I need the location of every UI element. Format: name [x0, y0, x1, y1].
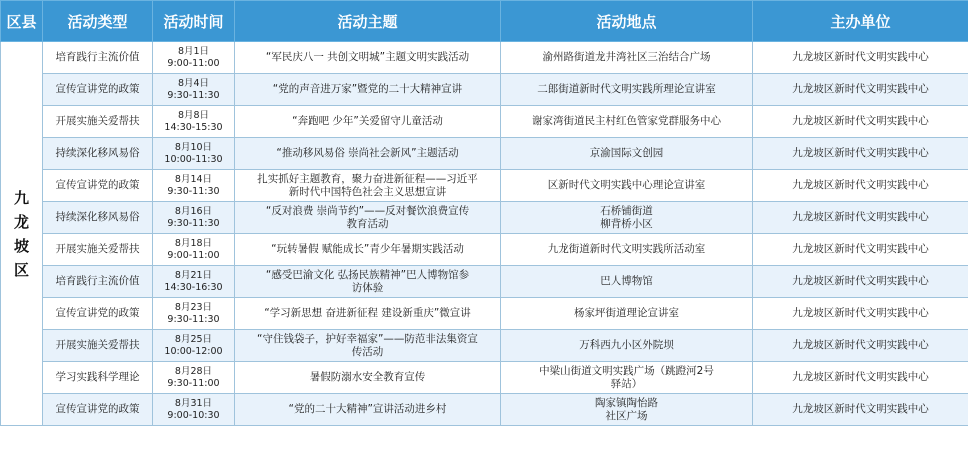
table-row — [1, 266, 968, 298]
activity-hours: 9:00-11:00 — [167, 57, 220, 69]
activity-date: 8月1日 — [177, 46, 210, 57]
activity-type-cell: 宣传宣讲党的政策 — [43, 394, 153, 426]
activity-place-cell: 万科西九小区外院坝 — [501, 330, 753, 362]
organizer-cell: 九龙坡区新时代文明实践中心 — [753, 266, 968, 298]
table-row — [1, 202, 968, 234]
activity-type-cell: 宣传宣讲党的政策 — [43, 298, 153, 330]
activity-time-cell — [153, 106, 235, 138]
organizer-cell: 九龙坡区新时代文明实践中心 — [753, 170, 968, 202]
activity-hours: 10:00-11:30 — [164, 153, 223, 165]
activity-topic-cell: “奔跑吧 少年”关爱留守儿童活动 — [235, 106, 501, 138]
activity-hours: 14:30-15:30 — [164, 121, 223, 133]
table-row — [1, 234, 968, 266]
activity-time-cell — [153, 170, 235, 202]
header-activity-time: 活动时间 — [153, 1, 235, 42]
activity-date: 8月21日 — [174, 270, 213, 281]
activity-date: 8月28日 — [174, 366, 213, 377]
district-cell — [1, 42, 43, 426]
activity-topic-cell: 暑假防溺水安全教育宣传 — [235, 362, 501, 394]
organizer-cell: 九龙坡区新时代文明实践中心 — [753, 74, 968, 106]
table-row — [1, 170, 968, 202]
activity-topic-cell: “学习新思想 奋进新征程 建设新重庆”微宣讲 — [235, 298, 501, 330]
activity-date: 8月10日 — [174, 142, 213, 153]
activity-time-cell — [153, 42, 235, 74]
activity-topic-cell: “感受巴渝文化 弘扬民族精神”巴人博物馆参 访体验 — [235, 266, 501, 298]
activity-time-cell — [153, 266, 235, 298]
activity-type-cell: 开展实施关爱帮扶 — [43, 330, 153, 362]
activity-type-cell: 培育践行主流价值 — [43, 42, 153, 74]
activity-date: 8月31日 — [174, 398, 213, 409]
activity-topic-cell: “党的声音进万家”暨党的二十大精神宣讲 — [235, 74, 501, 106]
activity-date: 8月23日 — [174, 302, 213, 313]
activity-place-cell: 巴人博物馆 — [501, 266, 753, 298]
activity-hours: 9:30-11:30 — [167, 89, 220, 101]
activity-place-cell: 二郎街道新时代文明实践所理论宣讲室 — [501, 74, 753, 106]
organizer-cell: 九龙坡区新时代文明实践中心 — [753, 106, 968, 138]
table-row — [1, 362, 968, 394]
table-row — [1, 74, 968, 106]
header-row — [1, 1, 968, 42]
activity-time-cell — [153, 74, 235, 106]
header-activity-type: 活动类型 — [43, 1, 153, 42]
activity-type-cell: 开展实施关爱帮扶 — [43, 234, 153, 266]
activity-hours: 9:30-11:30 — [167, 185, 220, 197]
activity-date: 8月14日 — [174, 174, 213, 185]
district-label: 九龙坡区 — [13, 188, 29, 279]
activity-time-cell — [153, 138, 235, 170]
activity-hours: 9:30-11:00 — [167, 377, 220, 389]
activity-place-cell: 九龙街道新时代文明实践所活动室 — [501, 234, 753, 266]
activity-place-cell: 石桥铺街道 柳背桥小区 — [501, 202, 753, 234]
organizer-cell: 九龙坡区新时代文明实践中心 — [753, 42, 968, 74]
header-district: 区县 — [1, 1, 43, 42]
header-organizer: 主办单位 — [753, 1, 968, 42]
activity-time-cell — [153, 362, 235, 394]
activity-type-cell: 持续深化移风易俗 — [43, 202, 153, 234]
activity-topic-cell: “军民庆八一 共创文明城”主题文明实践活动 — [235, 42, 501, 74]
activity-hours: 9:00-10:30 — [167, 409, 220, 421]
organizer-cell: 九龙坡区新时代文明实践中心 — [753, 394, 968, 426]
organizer-cell: 九龙坡区新时代文明实践中心 — [753, 202, 968, 234]
activity-hours: 9:30-11:30 — [167, 313, 220, 325]
activity-place-cell: 渝州路街道龙井湾社区三治结合广场 — [501, 42, 753, 74]
organizer-cell: 九龙坡区新时代文明实践中心 — [753, 138, 968, 170]
activity-time-cell — [153, 202, 235, 234]
activity-hours: 9:00-11:00 — [167, 249, 220, 261]
activity-hours: 14:30-16:30 — [164, 281, 223, 293]
activity-date: 8月16日 — [174, 206, 213, 217]
activity-topic-cell: “守住钱袋子，护好幸福家”——防范非法集资宣 传活动 — [235, 330, 501, 362]
activity-type-cell: 开展实施关爱帮扶 — [43, 106, 153, 138]
activity-hours: 10:00-12:00 — [164, 345, 223, 357]
activity-type-cell: 培育践行主流价值 — [43, 266, 153, 298]
activity-date: 8月8日 — [177, 110, 210, 121]
activity-topic-cell: “反对浪费 崇尚节约”——反对餐饮浪费宣传 教育活动 — [235, 202, 501, 234]
activity-type-cell: 学习实践科学理论 — [43, 362, 153, 394]
organizer-cell: 九龙坡区新时代文明实践中心 — [753, 362, 968, 394]
activity-place-cell: 杨家坪街道理论宣讲室 — [501, 298, 753, 330]
organizer-cell: 九龙坡区新时代文明实践中心 — [753, 234, 968, 266]
activity-time-cell — [153, 394, 235, 426]
table-row — [1, 394, 968, 426]
activity-topic-cell: “玩转暑假 赋能成长”青少年暑期实践活动 — [235, 234, 501, 266]
activity-type-cell: 宣传宣讲党的政策 — [43, 170, 153, 202]
header-activity-topic: 活动主题 — [235, 1, 501, 42]
activity-date: 8月25日 — [174, 334, 213, 345]
header-activity-place: 活动地点 — [501, 1, 753, 42]
activity-topic-cell: “党的二十大精神”宣讲活动进乡村 — [235, 394, 501, 426]
activity-topic-cell: 扎实抓好主题教育，聚力奋进新征程——习近平 新时代中国特色社会主义思想宣讲 — [235, 170, 501, 202]
activity-time-cell — [153, 234, 235, 266]
table-row — [1, 330, 968, 362]
activity-date: 8月18日 — [174, 238, 213, 249]
organizer-cell: 九龙坡区新时代文明实践中心 — [753, 298, 968, 330]
table-row — [1, 42, 968, 74]
activity-place-cell: 中梁山街道文明实践广场（跳蹬河2号 驿站） — [501, 362, 753, 394]
organizer-cell: 九龙坡区新时代文明实践中心 — [753, 330, 968, 362]
activity-date: 8月4日 — [177, 78, 210, 89]
activity-time-cell — [153, 330, 235, 362]
activity-type-cell: 持续深化移风易俗 — [43, 138, 153, 170]
activity-place-cell: 区新时代文明实践中心理论宣讲室 — [501, 170, 753, 202]
activity-place-cell: 京渝国际文创园 — [501, 138, 753, 170]
table-row — [1, 106, 968, 138]
activity-hours: 9:30-11:30 — [167, 217, 220, 229]
table-row — [1, 298, 968, 330]
activity-type-cell: 宣传宣讲党的政策 — [43, 74, 153, 106]
activity-time-cell — [153, 298, 235, 330]
activity-place-cell: 陶家镇陶怡路 社区广场 — [501, 394, 753, 426]
activity-place-cell: 谢家湾街道民主村红色管家党群服务中心 — [501, 106, 753, 138]
activity-topic-cell: “推动移风易俗 崇尚社会新风”主题活动 — [235, 138, 501, 170]
table-row — [1, 138, 968, 170]
